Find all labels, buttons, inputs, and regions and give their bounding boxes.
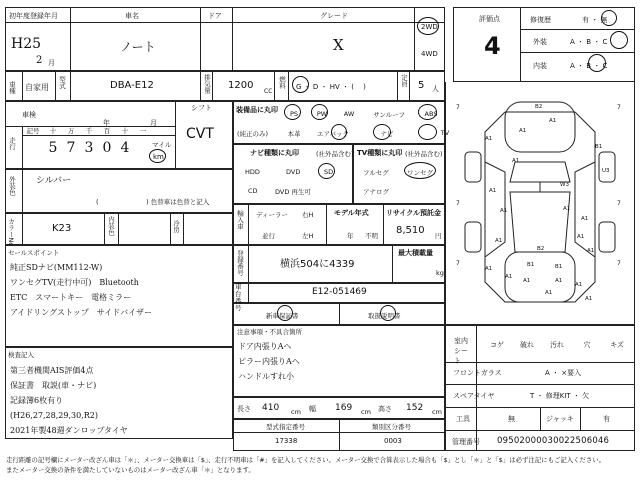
equip-airbag: エアバック: [317, 130, 349, 138]
digit-label-0: 記号: [26, 127, 40, 135]
diagram-bracket: 7: [617, 104, 621, 111]
length-value: 410: [262, 403, 280, 413]
sheet-kizu: キズ: [610, 341, 624, 349]
width-unit: cm: [361, 408, 371, 416]
fuel-circle: [292, 76, 309, 93]
color-value: シルバー: [36, 176, 72, 186]
damage-mark: A1: [581, 216, 589, 222]
vehicle-label: 車種: [8, 81, 16, 94]
jack-value: 有: [603, 415, 610, 423]
manual-circle: [380, 305, 396, 321]
height-label: 高さ: [378, 405, 392, 413]
type-label: 型式: [58, 76, 66, 89]
drive-2wd-circle: [417, 17, 439, 35]
sheet-yogore: 汚れ: [550, 341, 564, 349]
length-label: 長さ: [237, 405, 251, 413]
spare-label: スペアタイヤ: [453, 392, 495, 400]
equip-leather: 本革: [287, 130, 301, 138]
drive-4wd: 4WD: [421, 50, 438, 58]
inspector-line: ハンドルすれ小: [238, 372, 294, 381]
km-label: km: [153, 153, 164, 161]
model-code-value: 17338: [275, 437, 298, 445]
jack-label: ジャッキ: [546, 415, 574, 423]
abs-circle: [418, 104, 437, 120]
damage-mark: A1: [555, 278, 563, 284]
color-no-label: カラーNo: [7, 218, 15, 247]
shift-label: シフト: [191, 104, 212, 112]
navi-cd: CD: [248, 187, 258, 195]
equip-tv: TV: [440, 129, 450, 137]
record-line: (H26,27,28,29,30,R2): [10, 411, 98, 420]
sheet-ana: 穴: [583, 341, 591, 349]
import-left: 左H: [302, 232, 314, 240]
digit-0: 5: [48, 140, 58, 156]
recycle-label: リサイクル預託金: [386, 209, 442, 217]
interior-options: A ・ B ・ C: [570, 62, 608, 70]
interior-color-label: 内装色: [107, 216, 115, 236]
damage-mark: A1: [563, 206, 571, 212]
grade-value: X: [333, 36, 344, 54]
pw-circle: [311, 104, 328, 120]
sheet-yabure: 破れ: [520, 341, 534, 349]
model-year-label: モデル年式: [334, 209, 369, 217]
height-unit: cm: [432, 408, 442, 416]
inspection-month: 月: [150, 119, 157, 127]
digit-label-1: 十: [49, 127, 57, 135]
inspection-label: 車検: [22, 111, 36, 119]
mileage-digits: [44, 140, 134, 156]
navi-label: ナビ種類に丸印: [250, 149, 299, 157]
equipment-label: 装備品に丸印: [236, 106, 278, 114]
record-line: 2021年製48週ダンロップタイヤ: [10, 426, 128, 435]
footer-notes: [6, 455, 636, 475]
record-line: 記録簿6枚有り: [10, 396, 64, 405]
tv-analog: アナログ: [363, 188, 389, 196]
damage-mark: A1: [587, 248, 595, 254]
chassis-label: 車台番号: [235, 283, 242, 312]
interior-label: 内装: [533, 62, 547, 70]
width-label: 幅: [309, 405, 316, 413]
equip-pw: PW: [316, 110, 328, 118]
damage-mark: A1: [485, 136, 493, 142]
records-list: [10, 363, 128, 438]
equip-sunroof: サンルーフ: [373, 111, 405, 119]
footer-line: 走行距離の記号欄にメーター改ざん車は「＊」、メーター交換車は「$」、走行不明車は「#」を記入してください。メーター交換で合算表示した場合も「$」とし「＊」と「$」は必ず注記にもご記入ください。: [6, 456, 606, 464]
sales-line: ETC スマートキー 電格ミラー: [10, 293, 132, 302]
damage-mark: A1: [519, 128, 527, 134]
spare-value: T ・ 修理KIT ・ 欠: [530, 392, 590, 400]
damage-mark: A1: [549, 118, 557, 124]
inspector-line: ピラー内張りAヘ: [238, 357, 300, 366]
sales-line: アイドリングストップ サイドバイザー: [10, 308, 153, 317]
sales-label: セールスポイント: [8, 249, 60, 257]
exterior-circle: [610, 31, 628, 49]
header-row: [5, 7, 445, 71]
reg-year: H25: [11, 36, 42, 52]
navi-dvd: DVD: [286, 168, 301, 176]
damage-mark: U3: [602, 168, 610, 174]
damage-mark: A1: [485, 266, 493, 272]
reg-date-label: 初年度登録年月: [9, 12, 58, 20]
tools-value: 無: [508, 415, 515, 423]
navi-sub: (社外品含む): [316, 150, 354, 158]
exterior-label: 外装: [533, 38, 547, 46]
sales-list: [10, 260, 152, 320]
model-code-label: 型式指定番号: [266, 423, 305, 431]
damage-mark: A1: [489, 188, 497, 194]
import-dealer: ディーラー: [256, 211, 288, 219]
inspector-label: 注意事項・不具合箇所: [237, 328, 302, 336]
record-line: 保証書 取説(車・ナビ): [10, 381, 97, 390]
fuel-options: G ・ D ・ HV ・ ( ): [296, 83, 366, 91]
diagram-bracket: 7: [456, 200, 460, 207]
diagram-bracket: 7: [456, 104, 460, 111]
height-value: 152: [406, 403, 424, 413]
model-label: 車名: [125, 12, 139, 20]
damage-mark: A1: [512, 158, 520, 164]
mileage-digits-header: [22, 126, 175, 136]
footer-line: またメーター交換の条件を満たしていないものはメーター改ざん車「＊」となります。: [6, 466, 255, 474]
private-label: 自家用: [25, 83, 49, 92]
tv-label: TV種類に丸印: [357, 149, 403, 157]
records-label: 検査記入: [8, 351, 34, 359]
cold-label: 冷房: [172, 220, 180, 233]
damage-mark: B1: [527, 262, 535, 268]
damage-mark: A1: [523, 278, 531, 284]
sales-line: ワンセグTV(走行中可) Bluetooth: [10, 278, 139, 287]
load-label: 最大積載量: [398, 249, 433, 257]
warranty-circle: [277, 305, 293, 321]
condition-options: 有 ・ 無: [582, 16, 608, 24]
diagram-bracket: 7: [617, 200, 621, 207]
exterior-options: A ・ B ・ C: [570, 38, 608, 46]
import-right: 右H: [302, 211, 314, 219]
equip-navi: ナビ: [380, 130, 394, 138]
mile-label: マイル: [152, 141, 172, 149]
navi-dvd-play: DVD 再生可: [275, 188, 311, 196]
condition-label: 修復歴: [530, 16, 551, 24]
class-label: 類別区分番号: [372, 423, 411, 431]
digit-4: 4: [120, 140, 130, 156]
recycle-value: 8,510: [396, 225, 425, 236]
digit-label-5: 十: [121, 127, 129, 135]
length-unit: cm: [291, 408, 301, 416]
equip-ps: PS: [289, 110, 299, 118]
digit-label-4: 百: [103, 127, 111, 135]
mgmt-value: 09502000030022506046: [497, 436, 610, 446]
equip-abs: ABS: [424, 110, 438, 118]
tools-label: 工具: [456, 415, 470, 423]
month-unit: 月: [48, 59, 55, 67]
windshield-value: A ・ ×要入: [545, 369, 582, 377]
equip-aw: AW: [343, 110, 355, 118]
diagram-bracket: 7: [617, 260, 621, 267]
car-diagram-svg: [445, 82, 635, 325]
damage-mark: A1: [500, 208, 508, 214]
color-no-value: K23: [52, 223, 72, 234]
displacement-value: 1200: [228, 80, 254, 91]
digit-3: 0: [102, 140, 112, 156]
warranty-right: 取扱説明書: [368, 312, 401, 320]
interior-sheet-items: [482, 340, 632, 350]
load-unit: kg: [436, 269, 444, 277]
chassis-value: E12-051469: [312, 287, 367, 297]
damage-mark: A1: [545, 290, 553, 296]
model-value: ノート: [120, 40, 156, 54]
model-year-year: 年: [347, 232, 354, 240]
color-note: ( ) 色替車は色替と記入: [96, 198, 210, 206]
color-no-block: [5, 213, 233, 245]
digit-label-3: 千: [85, 127, 93, 135]
sheet-koge: コゲ: [490, 341, 504, 349]
ps-circle: [284, 104, 301, 120]
damage-mark: A1: [495, 238, 503, 244]
capacity-value: 5: [418, 80, 425, 91]
person-unit: 人: [432, 85, 439, 93]
navi-sd: SD: [324, 168, 334, 176]
navi-circle: [373, 124, 391, 140]
damage-mark: A1: [577, 234, 585, 240]
reg-month: 2: [36, 55, 43, 66]
record-line: 第三者機関AIS評価4点: [10, 366, 94, 375]
import-parallel: 並行: [262, 232, 275, 240]
mileage-label: 走行: [8, 137, 16, 150]
damage-mark: B2: [535, 104, 543, 110]
drive-2wd: 2WD: [421, 23, 438, 31]
damage-mark: B1: [555, 264, 563, 270]
diagram-bracket: 7: [456, 260, 460, 267]
interior-sheet-label: 室内シート: [454, 337, 468, 365]
inspector-line: ドア内張りAヘ: [238, 342, 292, 351]
damage-mark: W3: [560, 182, 569, 188]
tv-sub: (社外品含む): [405, 150, 443, 158]
score-value: 4: [484, 32, 501, 60]
navi-hdd: HDD: [245, 168, 260, 176]
equipment-sub: (純正のみ): [237, 130, 269, 138]
doors-label: ドア: [208, 12, 222, 20]
row2: [5, 71, 445, 101]
condition-circle: [601, 10, 617, 26]
digit-2: 3: [84, 140, 94, 156]
displacement-label: 排気量: [203, 74, 211, 94]
digit-1: 7: [66, 140, 76, 156]
tv-fullseg: フルセグ: [363, 169, 389, 177]
warranty-left: 新車保証書: [266, 312, 299, 320]
sd-circle: [318, 163, 335, 179]
class-value: 0003: [384, 437, 402, 445]
windshield-label: フロントガラス: [453, 369, 502, 377]
import-label: 輸入車: [236, 210, 244, 230]
fuel-label: 燃料: [278, 76, 286, 89]
oneseg-circle: [404, 162, 436, 179]
damage-mark: B1: [595, 144, 603, 150]
score-label: 評価点: [479, 15, 500, 23]
plate-value: 横浜504に4339: [280, 259, 355, 270]
model-year-unknown: 不明: [365, 232, 378, 240]
recycle-unit: 円: [435, 232, 442, 240]
damage-mark: B2: [537, 246, 545, 252]
plate-label: 登録番号: [236, 250, 244, 276]
tv-circle: [418, 124, 437, 140]
airbag-circle: [331, 124, 347, 140]
km-circle: [149, 149, 166, 163]
damage-mark: A1: [575, 282, 583, 288]
damage-mark: A1: [505, 274, 513, 280]
type-value: DBA-E12: [110, 80, 154, 91]
damage-mark: A1: [585, 296, 593, 302]
mgmt-label: 管理番号: [452, 438, 480, 446]
inspector-list: [238, 339, 300, 384]
tv-oneseg: ワンセグ: [407, 169, 433, 177]
color-label: 外装色: [8, 176, 16, 196]
cc-unit: CC: [264, 88, 273, 95]
capacity-label: 定員: [400, 74, 408, 87]
digit-label-2: 万: [67, 127, 75, 135]
sales-line: 純正SDナビ(MM112-W): [10, 263, 103, 272]
width-value: 169: [335, 403, 353, 413]
grade-label: グレード: [320, 12, 348, 20]
digit-label-6: 一: [139, 127, 147, 135]
interior-circle: [588, 54, 606, 72]
shift-value: CVT: [186, 126, 214, 142]
inspection-year: 年: [103, 119, 110, 127]
